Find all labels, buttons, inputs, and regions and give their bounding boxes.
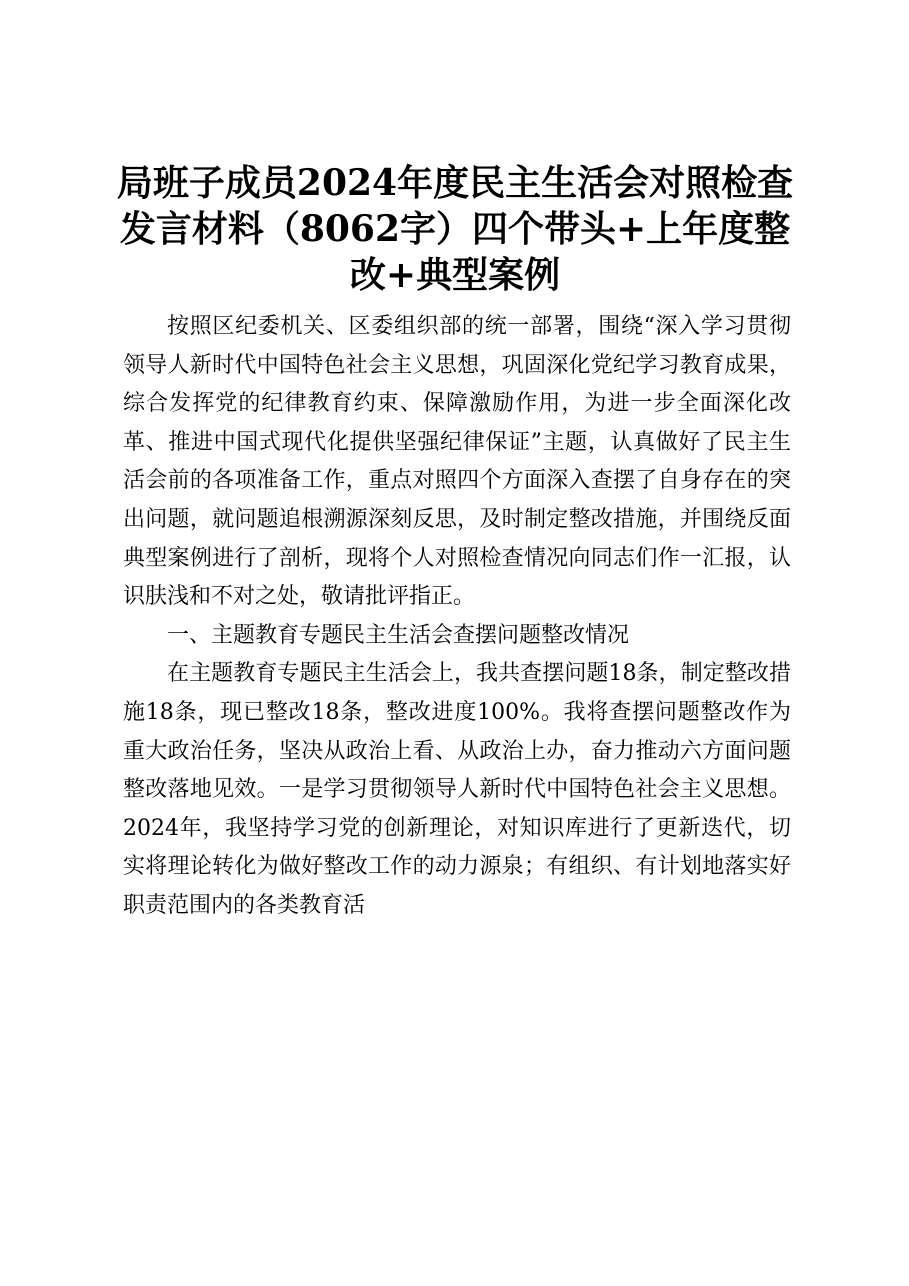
intro-paragraph: 按照区纪委机关、区委组织部的统一部署，围绕“深入学习贯彻领导人新时代中国特色社会主义思想，巩固深化党纪学习教育成果，综合发挥党的纪律教育约束、保障激励作用，为进一步全面深化改革、推进中国式现代化提供坚强纪律保证”主题，认真做好了民主生活会前的各项准备工作，重点对照四个方面深入查摆了自身存在的突出问题，就问题追根溯源深刻反思，及时制定整改措施，并围绕反面典型案例进行了剖析，现将个人对照检查情况向同志们作一汇报，认识肤浅和不对之处，敬请批评指正。 [123, 314, 791, 610]
document-body [123, 308, 791, 926]
section-heading: 一、主题教育专题民主生活会查摆问题整改情况 [167, 622, 630, 648]
document-title: 局班子成员2024年度民主生活会对照检查发言材料（8062字）四个带头+上年度整改+典型案例 [116, 162, 794, 296]
section-paragraph: 在主题教育专题民主生活会上，我共查摆问题18条，制定整改措施18条，现已整改18条，整改进度100%。我将查摆问题整改作为重大政治任务，坚决从政治上看、从政治上办，奋力推动六方面问题整改落地见效。一是学习贯彻领导人新时代中国特色社会主义思想。2024年，我坚持学习党的创新理论，对知识库进行了更新迭代，切实将理论转化为做好整改工作的动力源泉；有组织、有计划地落实好职责范围内的各类教育活 [123, 661, 791, 918]
